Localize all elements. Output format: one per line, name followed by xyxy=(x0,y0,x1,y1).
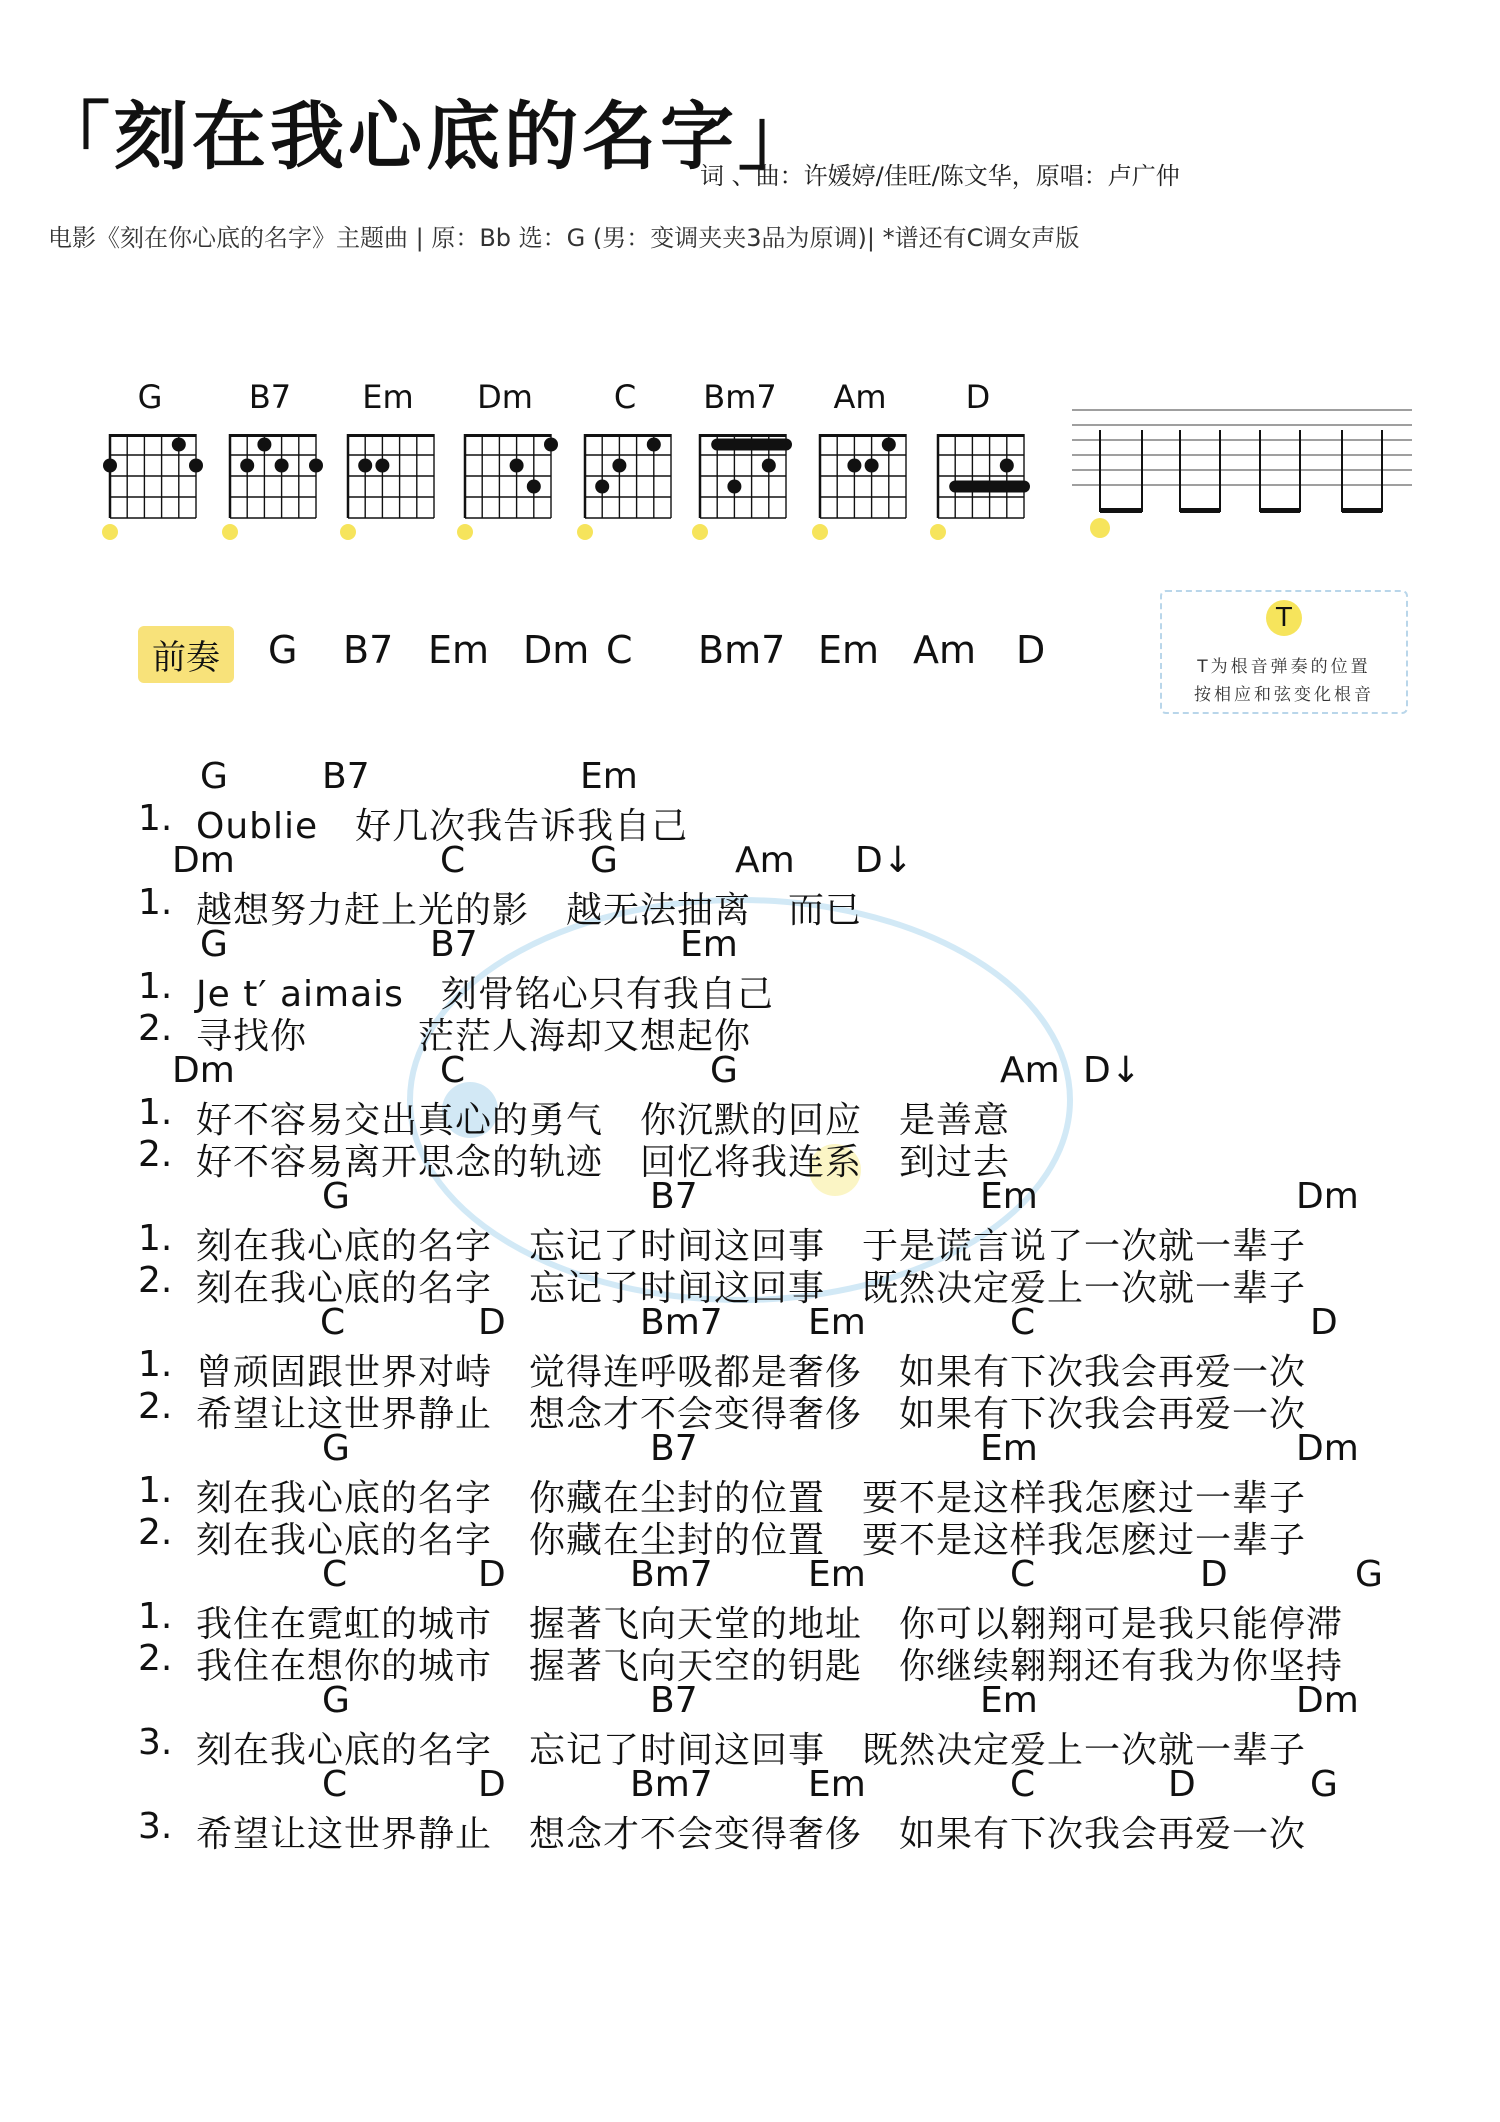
intro-chord: G xyxy=(268,628,298,672)
chord-symbol: Em xyxy=(808,1764,866,1805)
chord-symbol: G xyxy=(322,1176,350,1217)
chord-symbol: G xyxy=(1310,1764,1338,1805)
legend-line-1: T为根音弹奏的位置 xyxy=(1197,657,1371,677)
chord-symbol: G xyxy=(200,924,228,965)
chord-symbol: Dm xyxy=(172,1050,235,1091)
intro-label: 前奏 xyxy=(138,626,234,683)
lyric-line: Oublie 好几次我告诉我自己 xyxy=(196,806,689,847)
lyric-line: 刻在我心底的名字 你藏在尘封的位置 要不是这样我怎麽过一辈子 xyxy=(196,1520,1307,1561)
chord-diagram-grid xyxy=(926,420,1046,550)
chord-symbol: Bm7 xyxy=(630,1764,713,1805)
chord-symbol: Dm xyxy=(1296,1428,1359,1469)
chord-diagram-grid xyxy=(573,420,693,550)
chord-symbol: C xyxy=(440,840,466,881)
verse-number: 2. xyxy=(138,1386,173,1427)
lyric-line: 刻在我心底的名字 忘记了时间这回事 于是谎言说了一次就一辈子 xyxy=(196,1226,1307,1267)
chord-symbol: Em xyxy=(980,1680,1038,1721)
chord-symbol: Em xyxy=(808,1302,866,1343)
chord-symbol: G xyxy=(1355,1554,1383,1595)
chord-symbol: B7 xyxy=(650,1680,698,1721)
verse-number: 2. xyxy=(138,1512,173,1553)
chord-diagram-grid xyxy=(218,420,338,550)
strumming-pattern xyxy=(1072,400,1412,540)
chord-diagram-name: Em xyxy=(362,378,414,416)
lyric-line: 希望让这世界静止 想念才不会变得奢侈 如果有下次我会再爱一次 xyxy=(196,1394,1307,1435)
verse-number: 1. xyxy=(138,1596,173,1637)
legend-line-2: 按相应和弦变化根音 xyxy=(1194,685,1374,705)
chord-diagram-grid xyxy=(453,420,573,550)
verse-number: 1. xyxy=(138,1092,173,1133)
chord-diagram-name: Bm7 xyxy=(703,378,777,416)
lyric-line: 我住在霓虹的城市 握著飞向天堂的地址 你可以翱翔可是我只能停滞 xyxy=(196,1604,1344,1645)
chord-symbol: C xyxy=(1010,1764,1036,1805)
intro-chord: C xyxy=(606,628,633,672)
chord-symbol: Am xyxy=(735,840,795,881)
chord-symbol: C xyxy=(1010,1554,1036,1595)
chord-symbol: Em xyxy=(808,1554,866,1595)
lyric-line: 刻在我心底的名字 你藏在尘封的位置 要不是这样我怎麽过一辈子 xyxy=(196,1478,1307,1519)
song-subtitle: 电影《刻在你心底的名字》主题曲 | 原：Bb 选：G (男：变调夹夹3品为原调)| *谱还有C调女声版 xyxy=(48,224,1080,252)
chord-symbol: Em xyxy=(980,1176,1038,1217)
chord-symbol: G xyxy=(590,840,618,881)
chord-symbol: B7 xyxy=(650,1176,698,1217)
intro-chord: Bm7 xyxy=(698,628,786,672)
chord-symbol: Dm xyxy=(1296,1176,1359,1217)
verse-number: 2. xyxy=(138,1008,173,1049)
chord-symbol: G xyxy=(710,1050,738,1091)
lyric-line: 我住在想你的城市 握著飞向天空的钥匙 你继续翱翔还有我为你坚持 xyxy=(196,1646,1344,1687)
chord-diagram-name: G xyxy=(137,378,163,416)
chord-symbol: G xyxy=(322,1428,350,1469)
chord-symbol: B7 xyxy=(322,756,370,797)
verse-number: 3. xyxy=(138,1722,173,1763)
chord-symbol: Em xyxy=(580,756,638,797)
chord-symbol: Em xyxy=(680,924,738,965)
lyric-line: 好不容易交出真心的勇气 你沉默的回应 是善意 xyxy=(196,1100,1011,1141)
chord-symbol: Dm xyxy=(172,840,235,881)
verse-number: 2. xyxy=(138,1134,173,1175)
chord-symbol: Am xyxy=(1000,1050,1060,1091)
lyric-line: 希望让这世界静止 想念才不会变得奢侈 如果有下次我会再爱一次 xyxy=(196,1814,1307,1855)
verse-number: 1. xyxy=(138,1344,173,1385)
chord-diagram-grid xyxy=(808,420,928,550)
lyric-line: 曾顽固跟世界对峙 觉得连呼吸都是奢侈 如果有下次我会再爱一次 xyxy=(196,1352,1307,1393)
intro-chord: D xyxy=(1016,628,1046,672)
lyric-line: 刻在我心底的名字 忘记了时间这回事 既然决定爱上一次就一辈子 xyxy=(196,1730,1307,1771)
chord-symbol: D↓ xyxy=(855,840,913,881)
chord-symbol: C xyxy=(1010,1302,1036,1343)
intro-chord: Dm xyxy=(523,628,590,672)
root-legend xyxy=(1160,590,1408,714)
lyric-line: 越想努力赶上光的影 越无法抽离 而已 xyxy=(196,890,863,931)
chord-symbol: G xyxy=(200,756,228,797)
chord-diagram-name: B7 xyxy=(248,378,292,416)
chord-symbol: C xyxy=(320,1302,346,1343)
lyric-line: 好不容易离开思念的轨迹 回忆将我连系 到过去 xyxy=(196,1142,1011,1183)
verse-number: 1. xyxy=(138,882,173,923)
chord-diagram-grid xyxy=(98,420,218,550)
chord-diagram-name: D xyxy=(965,378,991,416)
chord-diagram-name: C xyxy=(613,378,637,416)
lyric-line: 寻找你 茫茫人海却又想起你 xyxy=(196,1016,752,1057)
verse-number: 2. xyxy=(138,1638,173,1679)
chord-symbol: Dm xyxy=(1296,1680,1359,1721)
verse-number: 1. xyxy=(138,1470,173,1511)
chord-symbol: D xyxy=(478,1764,506,1805)
chord-symbol: D xyxy=(1168,1764,1196,1805)
lyric-line: 刻在我心底的名字 忘记了时间这回事 既然决定爱上一次就一辈子 xyxy=(196,1268,1307,1309)
song-title: 「刻在我心底的名字」 xyxy=(36,94,816,180)
chord-symbol: Bm7 xyxy=(630,1554,713,1595)
verse-number: 2. xyxy=(138,1260,173,1301)
chord-symbol: D↓ xyxy=(1083,1050,1141,1091)
chord-diagram-name: Dm xyxy=(477,378,533,416)
song-credits: 词 、曲：许媛婷/佳旺/陈文华，原唱：卢广仲 xyxy=(700,162,1180,190)
chord-diagram-grid xyxy=(688,420,808,550)
intro-chord: B7 xyxy=(343,628,394,672)
verse-number: 1. xyxy=(138,966,173,1007)
chord-symbol: G xyxy=(322,1680,350,1721)
root-marker-icon: T xyxy=(1266,600,1302,636)
chord-diagram-grid xyxy=(336,420,456,550)
chord-diagram-name: Am xyxy=(833,378,887,416)
chord-symbol: D xyxy=(1310,1302,1338,1343)
chord-symbol: Bm7 xyxy=(640,1302,723,1343)
chord-symbol: C xyxy=(322,1764,348,1805)
intro-chord: Am xyxy=(913,628,977,672)
chord-symbol: D xyxy=(478,1554,506,1595)
chord-symbol: B7 xyxy=(650,1428,698,1469)
chord-symbol: D xyxy=(478,1302,506,1343)
chord-symbol: C xyxy=(440,1050,466,1091)
lyric-line: Je t′ aimais 刻骨铭心只有我自己 xyxy=(196,974,774,1015)
chord-symbol: Em xyxy=(980,1428,1038,1469)
verse-number: 1. xyxy=(138,798,173,839)
chord-symbol: D xyxy=(1200,1554,1228,1595)
chord-symbol: C xyxy=(322,1554,348,1595)
verse-number: 1. xyxy=(138,1218,173,1259)
intro-chord: Em xyxy=(818,628,880,672)
chord-symbol: B7 xyxy=(430,924,478,965)
verse-number: 3. xyxy=(138,1806,173,1847)
intro-chord: Em xyxy=(428,628,490,672)
